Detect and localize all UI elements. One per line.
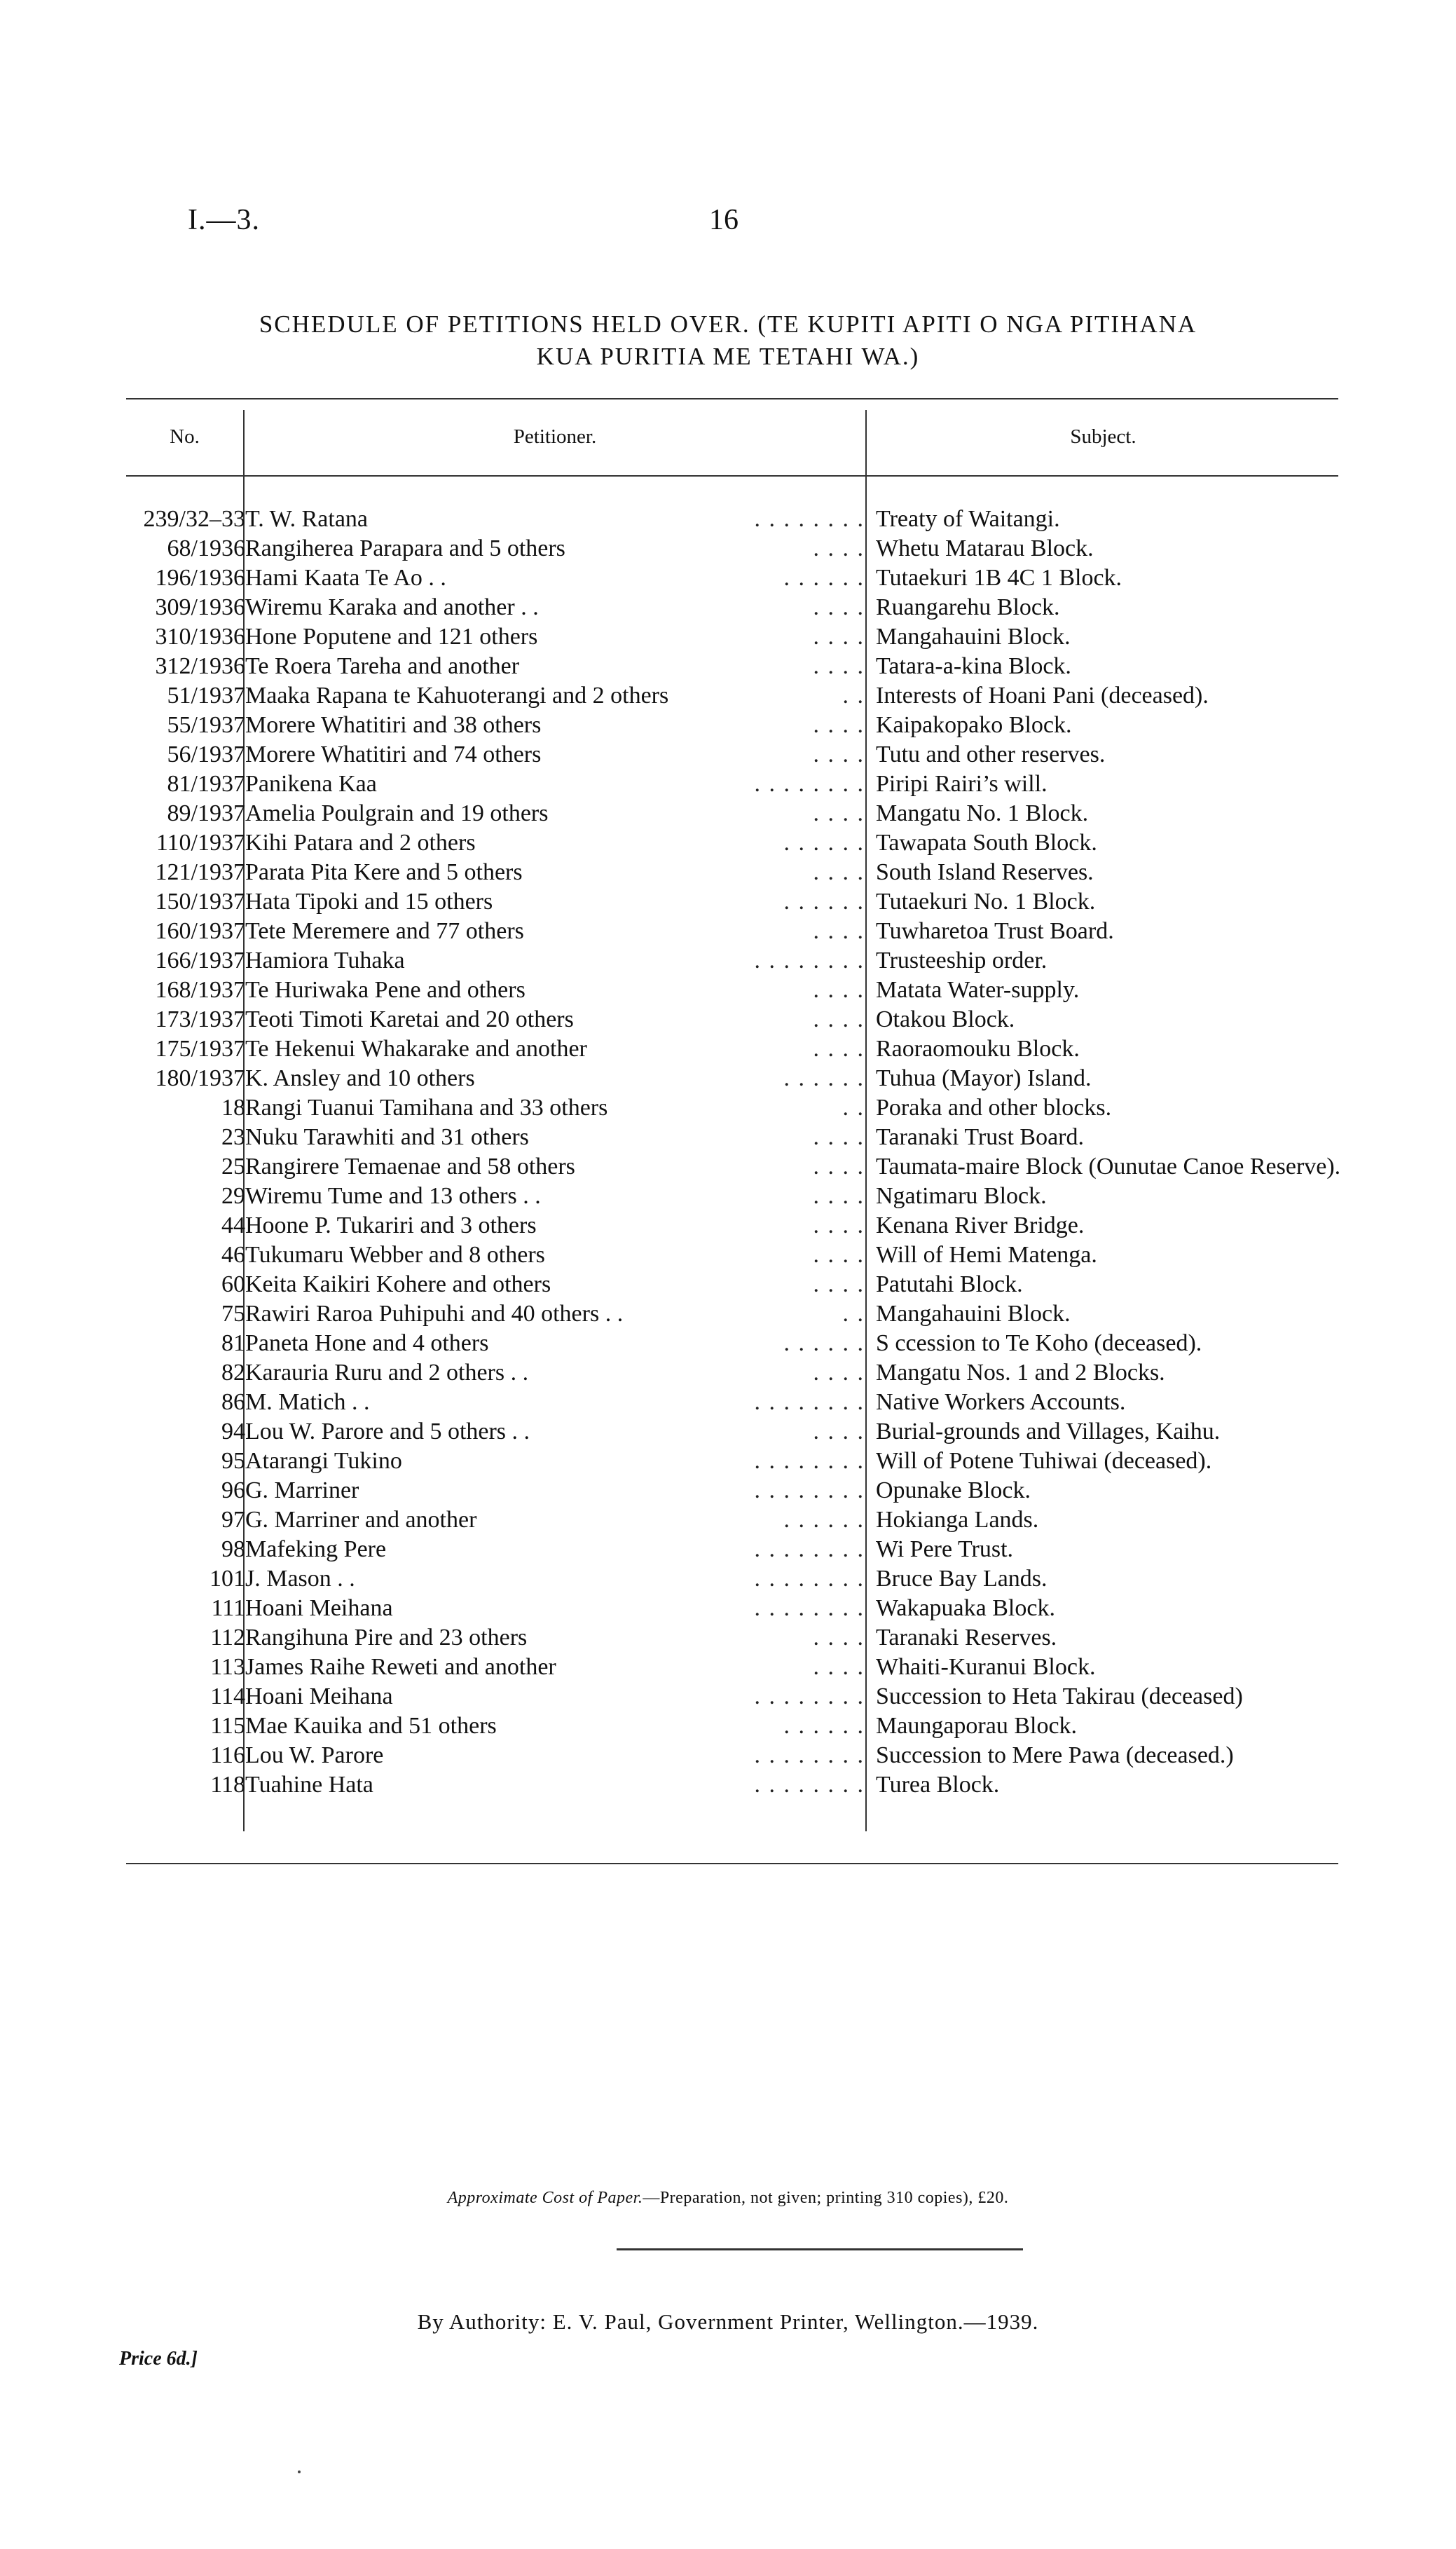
- table-row: [125, 652, 1347, 681]
- petitioner-cell: [245, 1535, 876, 1564]
- petitioner-cell: [245, 1653, 876, 1682]
- table-row: [125, 799, 1347, 828]
- subject-cell: Poraka and other blocks.: [876, 1095, 1112, 1121]
- petitioner-name: Parata Pita Kere and 5 others: [245, 859, 527, 885]
- subject-cell: Succession to Heta Takirau (deceased): [876, 1683, 1243, 1709]
- petition-number: 121/1937: [155, 859, 245, 885]
- table-row: [125, 711, 1347, 740]
- petitioner-name: Kihi Patara and 2 others: [245, 830, 480, 856]
- table-row: [125, 887, 1347, 917]
- petitioner-name: Mae Kauika and 51 others: [245, 1713, 501, 1739]
- petitioner-cell: [245, 799, 876, 828]
- header-bottom-rule: [126, 475, 1338, 477]
- petition-number: 94: [221, 1419, 245, 1444]
- table-row: [125, 1211, 1347, 1241]
- leader-dots: . . . . . .: [783, 830, 865, 856]
- petition-number: 46: [221, 1242, 245, 1268]
- leader-dots: . . . . . . . .: [754, 1742, 865, 1768]
- petitioner-name: Nuku Tarawhiti and 31 others: [245, 1124, 533, 1150]
- petition-number: 51/1937: [167, 683, 245, 709]
- leader-dots: . . . .: [813, 1036, 865, 1062]
- petition-number: 75: [221, 1301, 245, 1327]
- petition-number: 97: [221, 1507, 245, 1533]
- subject-cell: Wakapuaka Block.: [876, 1595, 1055, 1621]
- subject-cell: Otakou Block.: [876, 1006, 1015, 1032]
- petition-number: 81: [221, 1330, 245, 1356]
- petition-number: 55/1937: [167, 712, 245, 738]
- leader-dots: . . . . . .: [783, 1713, 865, 1739]
- subject-cell: Hokianga Lands.: [876, 1507, 1039, 1533]
- petitioner-name: Rangirere Temaenae and 58 others: [245, 1154, 579, 1180]
- table-row: [125, 1299, 1347, 1329]
- leader-dots: . . . . . . . .: [754, 1772, 865, 1798]
- leader-dots: . . . .: [813, 1154, 865, 1180]
- petitioner-cell: [245, 1770, 876, 1800]
- petitioner-cell: [245, 534, 876, 563]
- petitioner-name: Lou W. Parore: [245, 1742, 387, 1768]
- subject-cell: Mangahauini Block.: [876, 624, 1071, 650]
- petition-number: 44: [221, 1212, 245, 1238]
- table-row: [125, 828, 1347, 858]
- petitioner-cell: [245, 1329, 876, 1358]
- subject-cell: Trusteeship order.: [876, 948, 1048, 973]
- leader-dots: . . . . . .: [783, 1330, 865, 1356]
- table-row: [125, 1711, 1347, 1741]
- subject-cell: Maungaporau Block.: [876, 1713, 1078, 1739]
- subject-cell: Succession to Mere Pawa (deceased.): [876, 1742, 1234, 1768]
- leader-dots: . . . . . . . .: [754, 1536, 865, 1562]
- footer-rule: [617, 2248, 1023, 2250]
- petitioner-name: M. Matich . .: [245, 1389, 374, 1415]
- table-row: [125, 1564, 1347, 1594]
- table-row: [125, 1476, 1347, 1505]
- petitioner-cell: [245, 1005, 876, 1034]
- petitioner-cell: [245, 1682, 876, 1711]
- petitioner-cell: [245, 828, 876, 858]
- leader-dots: . . . .: [813, 1006, 865, 1032]
- subject-cell: Tatara-a-kina Block.: [876, 653, 1071, 679]
- table-row: [125, 563, 1347, 593]
- table-row: [125, 622, 1347, 652]
- leader-dots: . .: [842, 1095, 865, 1121]
- petitioner-name: Keita Kaikiri Kohere and others: [245, 1271, 555, 1297]
- petition-number: 309/1936: [155, 594, 245, 620]
- price-label: Price 6d.]: [119, 2348, 198, 2370]
- cost-label: Approximate Cost of Paper.: [447, 2189, 643, 2207]
- subject-cell: Kaipakopako Block.: [876, 712, 1072, 738]
- subject-cell: Native Workers Accounts.: [876, 1389, 1126, 1415]
- table-row: [125, 1770, 1347, 1800]
- leader-dots: . .: [842, 1301, 865, 1327]
- subject-cell: Bruce Bay Lands.: [876, 1566, 1048, 1592]
- petition-number: 310/1936: [155, 624, 245, 650]
- petition-number: 96: [221, 1477, 245, 1503]
- petition-number: 23: [221, 1124, 245, 1150]
- table-row: [125, 1064, 1347, 1093]
- petitioner-name: Paneta Hone and 4 others: [245, 1330, 493, 1356]
- subject-cell: Mangahauini Block.: [876, 1301, 1071, 1327]
- leader-dots: . . . .: [813, 977, 865, 1003]
- table-row: [125, 1270, 1347, 1299]
- leader-dots: . . . . . .: [783, 889, 865, 915]
- petitioner-cell: [245, 1064, 876, 1093]
- leader-dots: . . . .: [813, 1212, 865, 1238]
- petitioner-name: Atarangi Tukino: [245, 1448, 406, 1474]
- petitioner-cell: [245, 887, 876, 917]
- petition-number: 112: [210, 1625, 245, 1651]
- petitions-table: [125, 505, 1347, 1800]
- subject-cell: Taumata-maire Block (Ounutae Canoe Reserve).: [876, 1154, 1341, 1180]
- subject-cell: Tutaekuri 1B 4C 1 Block.: [876, 565, 1122, 591]
- petitioner-cell: [245, 1711, 876, 1741]
- table-row: [125, 976, 1347, 1005]
- table-row: [125, 1594, 1347, 1623]
- petitioner-name: Hoone P. Tukariri and 3 others: [245, 1212, 541, 1238]
- leader-dots: . .: [842, 683, 865, 709]
- petitioner-cell: [245, 976, 876, 1005]
- subject-cell: Tawapata South Block.: [876, 830, 1097, 856]
- title-line-1: SCHEDULE OF PETITIONS HELD OVER. (TE KUPITI APITI O NGA PITIHANA: [259, 310, 1197, 338]
- petition-number: 60: [221, 1271, 245, 1297]
- petition-number: 312/1936: [155, 653, 245, 679]
- leader-dots: . . . .: [813, 1360, 865, 1386]
- table-row: [125, 740, 1347, 770]
- subject-cell: S ccession to Te Koho (deceased).: [876, 1330, 1202, 1356]
- leader-dots: . . . . . . . .: [754, 1389, 865, 1415]
- subject-cell: Turea Block.: [876, 1772, 1000, 1798]
- leader-dots: . . . . . . . .: [754, 771, 865, 797]
- petition-number: 111: [211, 1595, 245, 1621]
- subject-cell: Ngatimaru Block.: [876, 1183, 1047, 1209]
- petitioner-name: Tete Meremere and 77 others: [245, 918, 528, 944]
- table-row: [125, 1034, 1347, 1064]
- petitioner-cell: [245, 917, 876, 946]
- table-row: [125, 1447, 1347, 1476]
- subject-cell: Wi Pere Trust.: [876, 1536, 1014, 1562]
- petitioner-cell: [245, 652, 876, 681]
- petitioner-name: Hata Tipoki and 15 others: [245, 889, 497, 915]
- table-row: [125, 917, 1347, 946]
- series-label: I.—3.: [188, 204, 260, 236]
- cost-note: [140, 2189, 1316, 2208]
- petition-number: 18: [221, 1095, 245, 1121]
- petition-number: 82: [221, 1360, 245, 1386]
- petition-number: 25: [221, 1154, 245, 1180]
- petitioner-name: Morere Whatitiri and 38 others: [245, 712, 545, 738]
- leader-dots: . . . . . .: [783, 1507, 865, 1533]
- leader-dots: . . . . . .: [783, 565, 865, 591]
- subject-cell: Tuhua (Mayor) Island.: [876, 1065, 1092, 1091]
- petitioner-cell: [245, 1152, 876, 1182]
- subject-cell: Opunake Block.: [876, 1477, 1031, 1503]
- petitioner-name: Te Roera Tareha and another: [245, 653, 523, 679]
- leader-dots: . . . .: [813, 1271, 865, 1297]
- petitioner-name: Te Huriwaka Pene and others: [245, 977, 530, 1003]
- subject-cell: South Island Reserves.: [876, 859, 1094, 885]
- leader-dots: . . . .: [813, 535, 865, 561]
- petitioner-cell: [245, 563, 876, 593]
- petitioner-cell: [245, 1241, 876, 1270]
- leader-dots: . . . .: [813, 859, 865, 885]
- subject-cell: Taranaki Reserves.: [876, 1625, 1057, 1651]
- petition-number: 101: [210, 1566, 245, 1592]
- leader-dots: . . . .: [813, 1183, 865, 1209]
- petitioner-cell: [245, 1623, 876, 1653]
- table-row: [125, 681, 1347, 711]
- subject-cell: Ruangarehu Block.: [876, 594, 1060, 620]
- petition-number: 116: [210, 1742, 245, 1768]
- table-row: [125, 593, 1347, 622]
- petition-number: 68/1936: [167, 535, 245, 561]
- petitioner-cell: [245, 946, 876, 976]
- table-row: [125, 1623, 1347, 1653]
- table-row: [125, 1505, 1347, 1535]
- cost-text: —Preparation, not given; printing 310 copies), £20.: [643, 2189, 1009, 2207]
- petition-number: 168/1937: [155, 977, 245, 1003]
- petition-number: 196/1936: [155, 565, 245, 591]
- petitioner-name: Wiremu Karaka and another . .: [245, 594, 543, 620]
- title-line-2: KUA PURITIA ME TETAHI WA.): [536, 343, 920, 370]
- petitioner-name: Maaka Rapana te Kahuoterangi and 2 others: [245, 683, 673, 709]
- subject-cell: Kenana River Bridge.: [876, 1212, 1085, 1238]
- petitioner-cell: [245, 1476, 876, 1505]
- petition-number: 86: [221, 1389, 245, 1415]
- petition-number: 98: [221, 1536, 245, 1562]
- leader-dots: . . . . . . . .: [754, 1448, 865, 1474]
- subject-cell: Mangatu Nos. 1 and 2 Blocks.: [876, 1360, 1165, 1386]
- petition-number: 160/1937: [155, 918, 245, 944]
- column-header-petitioner: Petitioner.: [513, 425, 597, 448]
- subject-cell: Will of Potene Tuhiwai (deceased).: [876, 1448, 1212, 1474]
- leader-dots: . . . .: [813, 918, 865, 944]
- subject-cell: Tutu and other reserves.: [876, 742, 1106, 767]
- petitioner-cell: [245, 858, 876, 887]
- petitioner-name: Karauria Ruru and 2 others . .: [245, 1360, 533, 1386]
- subject-cell: Taranaki Trust Board.: [876, 1124, 1084, 1150]
- column-header-no: No.: [170, 425, 200, 448]
- leader-dots: . . . . . . . .: [754, 1683, 865, 1709]
- leader-dots: . . . .: [813, 712, 865, 738]
- petitioner-cell: [245, 681, 876, 711]
- petitioner-cell: [245, 1093, 876, 1123]
- petition-number: 89/1937: [167, 800, 245, 826]
- leader-dots: . . . . . . . .: [754, 1566, 865, 1592]
- table-top-rule: [126, 398, 1338, 399]
- petitioner-name: Rangi Tuanui Tamihana and 33 others: [245, 1095, 612, 1121]
- petitioner-name: Rawiri Raroa Puhipuhi and 40 others . .: [245, 1301, 627, 1327]
- leader-dots: . . . .: [813, 594, 865, 620]
- subject-cell: Will of Hemi Matenga.: [876, 1242, 1097, 1268]
- petitioner-cell: [245, 1741, 876, 1770]
- table-row: [125, 770, 1347, 799]
- table-row: [125, 1093, 1347, 1123]
- print-speck: [298, 2471, 301, 2473]
- petitioner-name: Rangihuna Pire and 23 others: [245, 1625, 531, 1651]
- petitioner-cell: [245, 1123, 876, 1152]
- petitioner-name: J. Mason . .: [245, 1566, 359, 1592]
- leader-dots: . . . . . . . .: [754, 1477, 865, 1503]
- petitioner-name: Lou W. Parore and 5 others . .: [245, 1419, 534, 1444]
- petitioner-cell: [245, 740, 876, 770]
- petitioner-cell: [245, 622, 876, 652]
- petitioner-name: Amelia Poulgrain and 19 others: [245, 800, 552, 826]
- table-row: [125, 505, 1347, 534]
- table-row: [125, 1653, 1347, 1682]
- petition-number: 150/1937: [155, 889, 245, 915]
- petition-number: 114: [210, 1683, 245, 1709]
- printer-authority: By Authority: E. V. Paul, Government Printer, Wellington.—1939.: [417, 2309, 1039, 2334]
- table-row: [125, 1388, 1347, 1417]
- petitioner-cell: [245, 1594, 876, 1623]
- petitioner-name: Wiremu Tume and 13 others . .: [245, 1183, 545, 1209]
- subject-cell: Tutaekuri No. 1 Block.: [876, 889, 1096, 915]
- leader-dots: . . . . . . . .: [754, 948, 865, 973]
- petition-number: 29: [221, 1183, 245, 1209]
- petition-number: 166/1937: [155, 948, 245, 973]
- petition-number: 95: [221, 1448, 245, 1474]
- petition-number: 56/1937: [167, 742, 245, 767]
- petition-number: 81/1937: [167, 771, 245, 797]
- leader-dots: . . . . . . . .: [754, 1595, 865, 1621]
- subject-cell: Whaiti-Kuranui Block.: [876, 1654, 1096, 1680]
- table-row: [125, 858, 1347, 887]
- petitioner-name: Te Hekenui Whakarake and another: [245, 1036, 591, 1062]
- petition-number: 118: [210, 1772, 245, 1798]
- petition-number: 180/1937: [155, 1065, 245, 1091]
- petition-number: 113: [210, 1654, 245, 1680]
- petitioner-name: Teoti Timoti Karetai and 20 others: [245, 1006, 578, 1032]
- petitioner-cell: [245, 1358, 876, 1388]
- petitioner-name: Mafeking Pere: [245, 1536, 390, 1562]
- leader-dots: . . . .: [813, 1124, 865, 1150]
- petitioner-name: Hoani Meihana: [245, 1595, 397, 1621]
- page-title: [140, 308, 1316, 373]
- table-row: [125, 946, 1347, 976]
- subject-cell: Whetu Matarau Block.: [876, 535, 1094, 561]
- table-row: [125, 1241, 1347, 1270]
- petitioner-name: Panikena Kaa: [245, 771, 381, 797]
- petitioner-name: Morere Whatitiri and 74 others: [245, 742, 545, 767]
- leader-dots: . . . .: [813, 1654, 865, 1680]
- petitioner-cell: [245, 593, 876, 622]
- petitioner-name: G. Marriner and another: [245, 1507, 481, 1533]
- petition-number: 239/32–33: [143, 506, 245, 532]
- page-number: 16: [709, 204, 739, 236]
- petitioner-cell: [245, 1417, 876, 1447]
- petitioner-cell: [245, 711, 876, 740]
- leader-dots: . . . .: [813, 624, 865, 650]
- leader-dots: . . . .: [813, 653, 865, 679]
- subject-cell: Mangatu No. 1 Block.: [876, 800, 1089, 826]
- leader-dots: . . . .: [813, 742, 865, 767]
- column-header-subject: Subject.: [1070, 425, 1136, 448]
- table-row: [125, 1741, 1347, 1770]
- petitioner-cell: [245, 1270, 876, 1299]
- table-row: [125, 1182, 1347, 1211]
- petitioner-name: Hone Poputene and 121 others: [245, 624, 542, 650]
- subject-cell: Raoraomouku Block.: [876, 1036, 1080, 1062]
- petitioner-cell: [245, 1211, 876, 1241]
- petitioner-cell: [245, 1505, 876, 1535]
- petitioner-cell: [245, 1388, 876, 1417]
- leader-dots: . . . . . . . .: [754, 506, 865, 532]
- petitioner-name: Tukumaru Webber and 8 others: [245, 1242, 549, 1268]
- petitioner-cell: [245, 1447, 876, 1476]
- subject-cell: Burial-grounds and Villages, Kaihu.: [876, 1419, 1221, 1444]
- petitioner-name: T. W. Ratana: [245, 506, 372, 532]
- table-row: [125, 1417, 1347, 1447]
- table-row: [125, 1005, 1347, 1034]
- petition-number: 173/1937: [155, 1006, 245, 1032]
- subject-cell: Treaty of Waitangi.: [876, 506, 1060, 532]
- petitioner-cell: [245, 1299, 876, 1329]
- leader-dots: . . . .: [813, 1242, 865, 1268]
- table-bottom-rule: [126, 1863, 1338, 1864]
- table-row: [125, 1358, 1347, 1388]
- petitioner-name: Hami Kaata Te Ao . .: [245, 565, 451, 591]
- petitioner-name: Rangiherea Parapara and 5 others: [245, 535, 570, 561]
- petitioner-cell: [245, 1182, 876, 1211]
- leader-dots: . . . .: [813, 1419, 865, 1444]
- subject-cell: Patutahi Block.: [876, 1271, 1023, 1297]
- leader-dots: . . . .: [813, 1625, 865, 1651]
- petition-number: 110/1937: [156, 830, 245, 856]
- petitioner-name: James Raihe Reweti and another: [245, 1654, 561, 1680]
- petition-number: 175/1937: [155, 1036, 245, 1062]
- petitioner-cell: [245, 505, 876, 534]
- leader-dots: . . . .: [813, 800, 865, 826]
- petitioner-cell: [245, 770, 876, 799]
- table-row: [125, 1152, 1347, 1182]
- petitioner-name: G. Marriner: [245, 1477, 363, 1503]
- subject-cell: Interests of Hoani Pani (deceased).: [876, 683, 1209, 709]
- subject-cell: Tuwharetoa Trust Board.: [876, 918, 1114, 944]
- petitioner-cell: [245, 1034, 876, 1064]
- table-row: [125, 1535, 1347, 1564]
- table-row: [125, 1123, 1347, 1152]
- leader-dots: . . . . . .: [783, 1065, 865, 1091]
- subject-cell: Piripi Rairi’s will.: [876, 771, 1048, 797]
- subject-cell: Matata Water-supply.: [876, 977, 1080, 1003]
- petitioner-cell: [245, 1564, 876, 1594]
- table-row: [125, 1682, 1347, 1711]
- table-row: [125, 534, 1347, 563]
- petitioner-name: K. Ansley and 10 others: [245, 1065, 479, 1091]
- petitioner-name: Hoani Meihana: [245, 1683, 397, 1709]
- petition-number: 115: [210, 1713, 245, 1739]
- petitioner-name: Tuahine Hata: [245, 1772, 378, 1798]
- table-row: [125, 1329, 1347, 1358]
- petitioner-name: Hamiora Tuhaka: [245, 948, 409, 973]
